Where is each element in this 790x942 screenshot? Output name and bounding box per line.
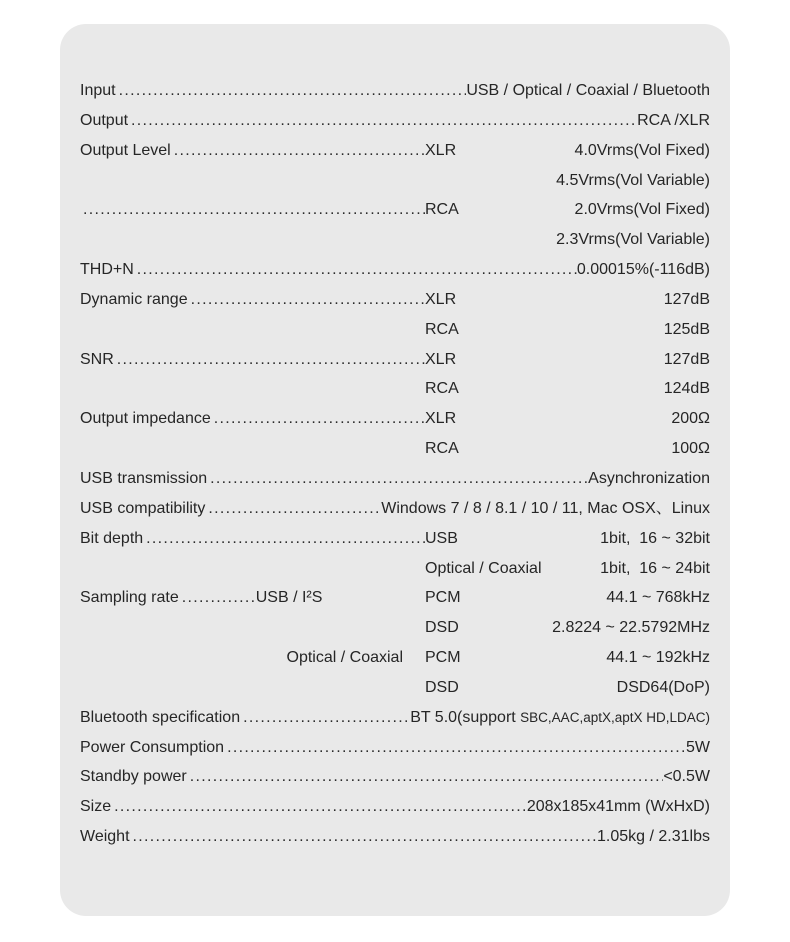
- spec-value: [671, 434, 710, 464]
- dot-leader: [179, 583, 256, 613]
- spec-sublabel: RCA: [425, 201, 459, 219]
- spec-value: [663, 762, 710, 792]
- spec-row: [80, 434, 710, 464]
- spec-value: [664, 345, 710, 375]
- spec-row: [80, 315, 710, 345]
- dot-leader: [128, 106, 637, 136]
- spec-left-zone: [80, 404, 425, 434]
- spec-value: [664, 315, 710, 345]
- spec-row: [80, 822, 710, 852]
- spec-value-text: 200Ω: [671, 410, 710, 428]
- spec-label: Size: [80, 798, 112, 816]
- dot-leader: [80, 195, 425, 225]
- dot-leader: [187, 762, 664, 792]
- spec-value: [575, 195, 710, 225]
- spec-value-text: USB / Optical / Coaxial / Bluetooth: [466, 82, 710, 99]
- spec-label: SNR: [80, 350, 114, 368]
- spec-row: [80, 106, 710, 136]
- spec-label: Standby power: [80, 768, 187, 786]
- spec-sub2-label: USB / I²S: [255, 589, 323, 607]
- spec-left-zone: [80, 136, 425, 166]
- spec-label: Bluetooth specification: [80, 708, 241, 726]
- spec-sublabel: XLR: [425, 141, 457, 159]
- spec-value: [552, 613, 710, 643]
- dot-leader: [205, 494, 381, 524]
- spec-value: [664, 285, 710, 315]
- spec-value-text: 124dB: [663, 380, 710, 398]
- spacer: [322, 583, 425, 613]
- spec-value-text: 2.3Vrms(Vol Variable): [556, 231, 710, 249]
- dot-leader: [116, 76, 467, 106]
- spec-left-zone: [80, 524, 425, 554]
- spec-sublabel: USB: [425, 529, 458, 547]
- dot-leader: [114, 345, 425, 375]
- spec-value-text: 125dB: [663, 320, 710, 338]
- spec-value-text: BT 5.0(support: [410, 708, 521, 726]
- spec-row: [80, 136, 710, 166]
- spec-sublabel: XLR: [425, 410, 457, 428]
- spec-value-text: 0.00015%(-116dB): [576, 261, 710, 279]
- spec-value-small-text: SBC,AAC,aptX,aptX HD,LDAC): [520, 709, 710, 725]
- spec-row: [80, 404, 710, 434]
- spec-value-text: 127dB: [663, 290, 710, 308]
- spec-value: [597, 822, 710, 852]
- spec-value-text: DSD64(DoP): [616, 678, 710, 696]
- spec-row: [80, 762, 710, 792]
- spec-value-text: 1.05kg / 2.31lbs: [597, 828, 710, 846]
- spec-value-text: 127dB: [663, 350, 710, 368]
- spec-sublabel: PCM: [425, 589, 461, 607]
- spec-row: [80, 345, 710, 375]
- spacer: [80, 643, 287, 673]
- spec-value-text: Asynchronization: [588, 469, 710, 487]
- spec-left-zone: [80, 583, 425, 613]
- spec-sublabel: RCA: [425, 380, 459, 398]
- spec-value: [664, 374, 710, 404]
- spec-value-text: 1bit, 16 ~ 32bit: [600, 529, 710, 547]
- spec-left-zone: [80, 195, 425, 225]
- spec-value-text: 208x185x41mm (WxHxD): [526, 798, 710, 816]
- spec-sublabel: RCA: [425, 440, 459, 458]
- spec-row: [80, 554, 710, 584]
- spec-sublabel: RCA: [425, 320, 459, 338]
- spec-value: [556, 166, 710, 196]
- spec-row: [80, 225, 710, 255]
- spec-left-zone: [80, 315, 425, 345]
- dot-leader: [224, 733, 686, 763]
- spec-row: [80, 703, 710, 733]
- dot-leader: [240, 703, 410, 733]
- spec-value: [410, 703, 710, 733]
- spec-left-zone: [80, 643, 425, 673]
- spec-row: [80, 733, 710, 763]
- spec-value: [466, 76, 710, 106]
- spec-left-zone: [80, 345, 425, 375]
- spec-label: USB compatibility: [80, 499, 206, 517]
- dot-leader: [207, 464, 588, 494]
- spec-label: Input: [80, 82, 116, 99]
- spec-value-text: 44.1 ~ 768kHz: [606, 589, 710, 607]
- spec-row: [80, 76, 710, 106]
- spec-label: Weight: [80, 828, 130, 846]
- spec-row: [80, 166, 710, 196]
- dot-leader: [171, 136, 425, 166]
- spec-sublabel: XLR: [425, 290, 457, 308]
- spec-left-zone: [80, 374, 425, 404]
- spec-value: [577, 255, 710, 285]
- dot-leader: [111, 792, 527, 822]
- spec-value: [606, 643, 710, 673]
- spec-row: [80, 285, 710, 315]
- dot-leader: [134, 255, 577, 285]
- spec-left-zone: [80, 434, 425, 464]
- spec-value: [617, 673, 710, 703]
- spec-sublabel: DSD: [425, 619, 459, 637]
- spec-value: [600, 554, 710, 584]
- spec-rows-container: [80, 76, 710, 852]
- spec-row: [80, 673, 710, 703]
- spec-label: THD+N: [80, 261, 134, 279]
- spec-row: [80, 464, 710, 494]
- spec-value-text: <0.5W: [663, 768, 710, 786]
- spec-label: Power Consumption: [80, 738, 225, 756]
- spec-value: [637, 106, 710, 136]
- spec-value-text: 2.8224 ~ 22.5792MHz: [552, 619, 710, 637]
- spec-card: [60, 24, 730, 916]
- spec-row: [80, 494, 710, 524]
- dot-leader: [130, 822, 598, 852]
- spec-label: Output impedance: [80, 410, 211, 428]
- spec-row: [80, 613, 710, 643]
- spec-row: [80, 524, 710, 554]
- spec-value-text: 4.5Vrms(Vol Variable): [556, 171, 710, 189]
- spec-value-text: 2.0Vrms(Vol Fixed): [574, 201, 710, 219]
- spec-label: Output: [80, 111, 129, 129]
- spec-row: [80, 195, 710, 225]
- spec-sublabel: PCM: [425, 649, 461, 667]
- spec-value-text: 4.0Vrms(Vol Fixed): [574, 141, 710, 159]
- spec-label: Output Level: [80, 141, 171, 159]
- spec-value: [600, 524, 710, 554]
- spec-value-text: 1bit, 16 ~ 24bit: [600, 559, 710, 577]
- spec-value-text: 44.1 ~ 192kHz: [606, 649, 710, 667]
- spec-row: [80, 374, 710, 404]
- spec-label: USB transmission: [80, 469, 208, 487]
- spec-row: [80, 792, 710, 822]
- spec-value: [606, 583, 710, 613]
- spec-value: [671, 404, 710, 434]
- spec-value-text: 5W: [686, 738, 710, 756]
- spec-sublabel: DSD: [425, 678, 459, 696]
- dot-leader: [143, 524, 425, 554]
- spec-sub2-label: Optical / Coaxial: [286, 649, 403, 667]
- dot-leader: [188, 285, 425, 315]
- dot-leader: [211, 404, 425, 434]
- spec-sublabel: Optical / Coaxial: [425, 559, 542, 577]
- spec-value: [556, 225, 710, 255]
- spec-row: [80, 255, 710, 285]
- spec-left-zone: [80, 554, 425, 584]
- spec-value: [575, 136, 710, 166]
- spec-row: [80, 643, 710, 673]
- spec-value: [686, 733, 710, 763]
- spec-label: Bit depth: [80, 529, 144, 547]
- spec-value: [588, 464, 710, 494]
- spec-row: [80, 583, 710, 613]
- spec-left-zone: [80, 673, 425, 703]
- spec-label: Dynamic range: [80, 290, 188, 308]
- spec-left-zone: [80, 285, 425, 315]
- spec-value: [527, 792, 710, 822]
- spec-value: [381, 494, 710, 524]
- spec-value-text: 100Ω: [671, 440, 710, 458]
- spec-label: Sampling rate: [80, 589, 179, 607]
- spec-left-zone: [80, 613, 425, 643]
- spec-sublabel: XLR: [425, 350, 457, 368]
- spec-value-text: Windows 7 / 8 / 8.1 / 10 / 11, Mac OSX、Linux: [381, 499, 710, 517]
- spec-value-text: RCA /XLR: [637, 111, 710, 129]
